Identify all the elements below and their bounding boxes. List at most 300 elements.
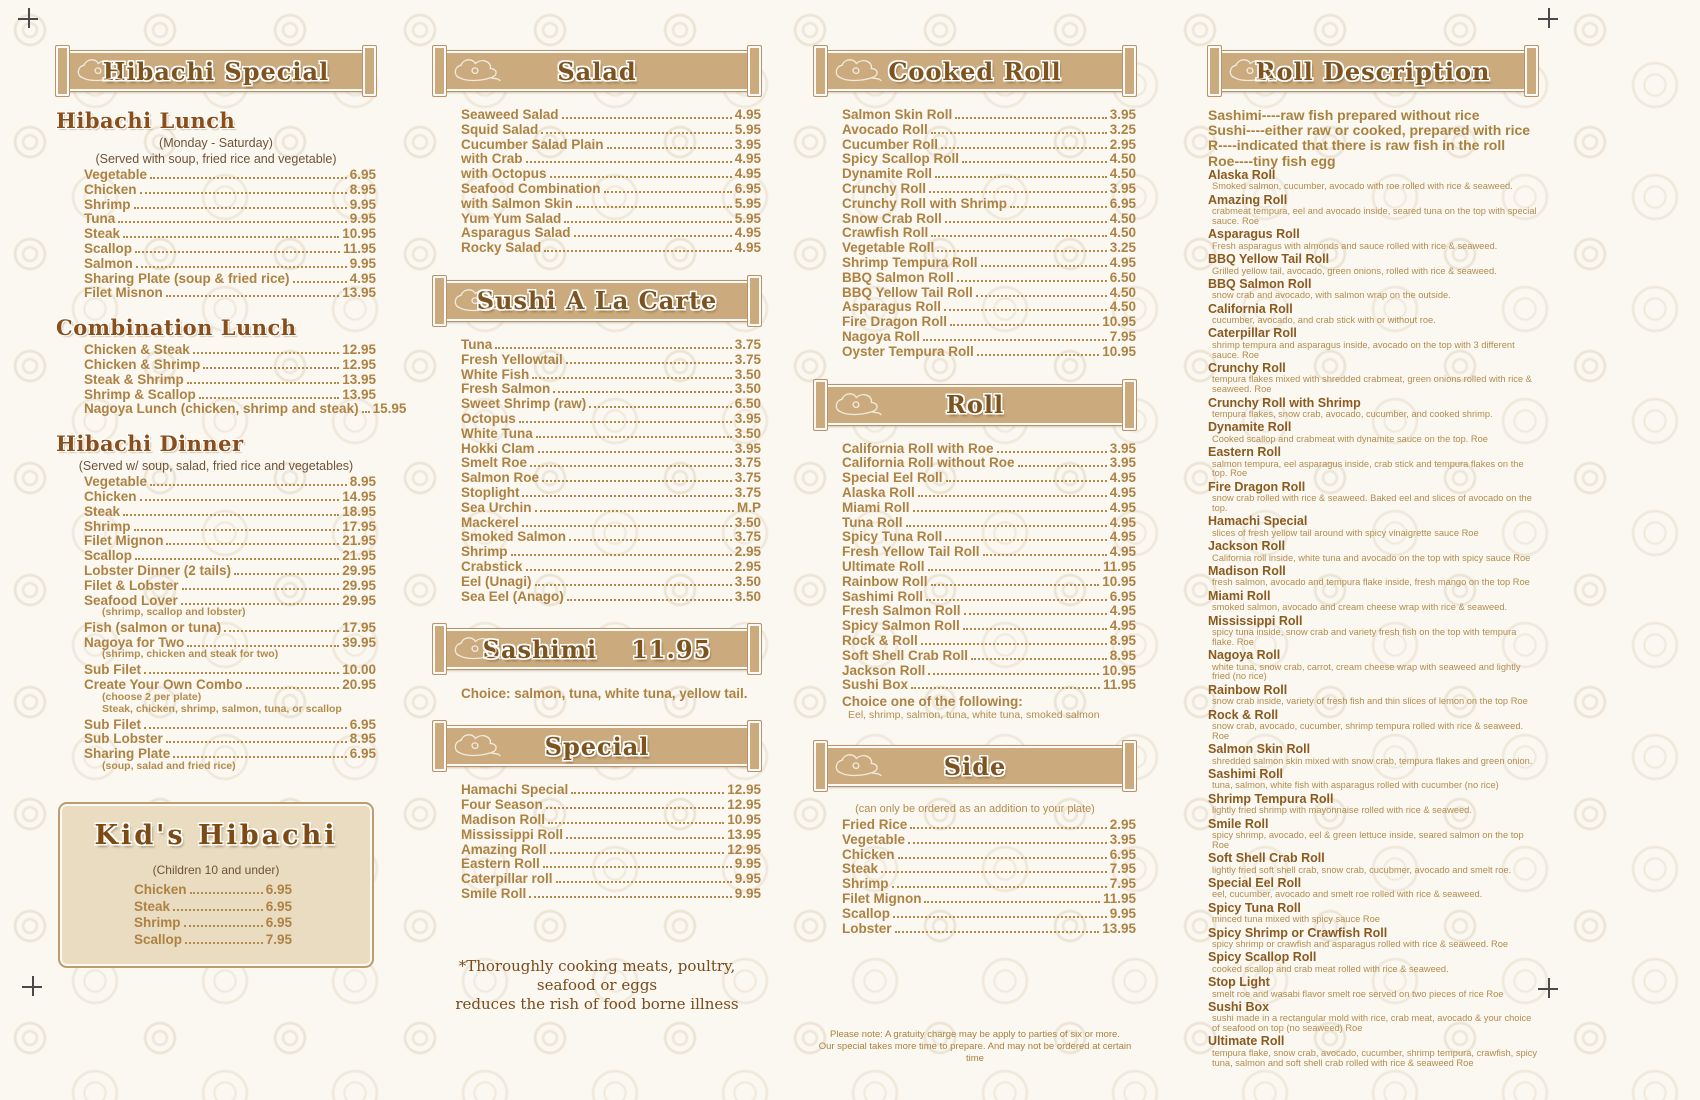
item-name: Nagoya Lunch (chicken, shrimp and steak) xyxy=(84,401,359,417)
item-name: Octopus xyxy=(461,410,516,426)
item-name: Amazing Roll xyxy=(461,841,547,857)
roll-description-entry xyxy=(1208,362,1538,395)
menu-item-row xyxy=(814,634,1136,649)
item-name: Fish (salmon or tuna) xyxy=(84,619,222,635)
menu-column-salad-sushi xyxy=(433,50,761,1014)
item-price: 18.95 xyxy=(342,503,376,519)
menu-item-row xyxy=(814,286,1136,301)
item-price: 4.95 xyxy=(734,151,761,167)
item-price: 3.25 xyxy=(1109,240,1136,256)
dotted-leader xyxy=(881,871,1107,873)
roll-name: Sashimi Roll xyxy=(1208,766,1284,781)
item-price: 3.50 xyxy=(734,573,761,589)
item-name: Eastern Roll xyxy=(461,856,540,872)
glossary-line: R----indicated that there is raw fish in the roll xyxy=(1208,137,1506,154)
dotted-leader xyxy=(931,235,1106,237)
roll-description-entry xyxy=(1208,278,1538,301)
item-price: 4.95 xyxy=(1109,618,1136,634)
item-name: Rock & Roll xyxy=(842,632,918,648)
item-name: Sub Lobster xyxy=(84,731,163,747)
cloud-swirl-icon xyxy=(833,55,883,92)
menu-item-row xyxy=(433,338,761,353)
menu-item-row xyxy=(814,545,1136,560)
item-name: Steak xyxy=(84,503,121,519)
dotted-leader xyxy=(144,727,347,729)
item-name: Scallop xyxy=(84,548,133,564)
item-price: 13.95 xyxy=(342,285,376,301)
dotted-leader xyxy=(495,347,731,349)
menu-item-row xyxy=(56,579,376,594)
menu-item-row xyxy=(814,818,1136,833)
item-name: Nagoya for Two xyxy=(84,634,185,650)
crop-mark xyxy=(1538,8,1558,28)
dotted-leader xyxy=(931,132,1107,134)
item-price: 8.95 xyxy=(1109,647,1136,663)
section-banner xyxy=(439,50,755,92)
roll-name: Jackson Roll xyxy=(1208,539,1286,554)
item-name: Salmon Roe xyxy=(461,470,540,486)
item-name: Chicken xyxy=(134,882,187,898)
dotted-leader xyxy=(1010,206,1107,208)
item-name: Salmon xyxy=(84,255,133,271)
item-price: 4.95 xyxy=(1109,603,1136,619)
menu-item-row xyxy=(433,798,761,813)
roll-description-text: smoked salmon, avocado and cream cheese wrap with rice & seaweed. xyxy=(1212,602,1508,613)
item-price: 4.50 xyxy=(1109,225,1136,241)
roll-name: Asparagus Roll xyxy=(1208,227,1300,242)
roll-description-entry xyxy=(1208,709,1538,742)
item-name: Sashimi Roll xyxy=(842,588,924,604)
item-price: 10.95 xyxy=(1102,662,1136,678)
dotted-leader xyxy=(144,672,339,674)
dotted-leader xyxy=(140,499,340,501)
item-name: Eel (Unagi) xyxy=(461,573,532,589)
menu-item-row xyxy=(56,718,376,733)
item-price: 11.95 xyxy=(1102,891,1136,907)
menu-item-row xyxy=(56,373,376,388)
roll-description-entry xyxy=(1208,303,1538,326)
item-name: Sharing Plate xyxy=(84,746,171,762)
dotted-leader xyxy=(895,931,1100,933)
dotted-leader xyxy=(140,192,347,194)
item-subnote: (soup, salad and fried rice) xyxy=(102,759,236,772)
roll-name: Rock & Roll xyxy=(1208,707,1279,722)
dotted-leader xyxy=(135,251,340,253)
roll-description-text: sushi made in a rectangular mold with rice, crab meat, avocado & your choice of seafood on top (no seaweed) Roe xyxy=(1212,1013,1532,1034)
item-name: Fried Rice xyxy=(842,817,908,833)
item-name: Smoked Salmon xyxy=(461,529,567,545)
roll-description-text: white tuna, snow crab, carrot, cream cheese wrap with seaweed and lightly fried (no rice) xyxy=(1212,661,1521,682)
menu-item-row xyxy=(814,315,1136,330)
item-price: 6.95 xyxy=(349,746,376,762)
menu-column-hibachi xyxy=(56,50,407,968)
item-name: California Roll without Roe xyxy=(842,455,1015,471)
item-price: 3.50 xyxy=(734,514,761,530)
crop-mark xyxy=(1538,978,1558,998)
section-small-note: (can only be ordered as an addition to your plate) xyxy=(855,803,1095,816)
cloud-swirl-icon xyxy=(452,285,502,322)
menu-item-row xyxy=(56,212,376,227)
item-price: 29.95 xyxy=(342,592,376,608)
item-price: 3.95 xyxy=(734,410,761,426)
section-note: (Monday - Saturday) xyxy=(159,136,273,150)
dotted-leader xyxy=(166,295,339,297)
item-name: Spicy Scallop Roll xyxy=(842,151,960,167)
menu-item-row xyxy=(56,198,376,213)
item-name: Shrimp & Scallop xyxy=(84,386,196,402)
section-banner xyxy=(820,50,1130,92)
dotted-leader xyxy=(529,896,731,898)
menu-item-row xyxy=(814,108,1136,123)
menu-item-row xyxy=(814,152,1136,167)
section-title: Sashimi xyxy=(482,634,598,664)
section-note: (Served w/ soup, salad, fried rice and vegetables) xyxy=(78,459,354,474)
item-price: 3.95 xyxy=(734,440,761,456)
roll-name: Fire Dragon Roll xyxy=(1208,479,1306,494)
menu-item-row xyxy=(433,530,761,545)
roll-description-text: shrimp tempura and asparagus inside, avocado on the top with 3 different sauce. Roe xyxy=(1212,339,1515,360)
item-name: with Octopus xyxy=(461,166,547,182)
item-name: Asparagus Salad xyxy=(461,225,571,241)
dotted-leader xyxy=(556,881,732,883)
item-name: Jackson Roll xyxy=(842,662,926,678)
section-label: Choice: salmon, tuna, white tuna, yellow tail. xyxy=(461,686,748,702)
item-name: Shrimp xyxy=(84,518,131,534)
section-banner xyxy=(439,280,755,322)
dotted-leader xyxy=(173,756,346,758)
item-price: 6.95 xyxy=(734,180,761,196)
cloud-swirl-icon xyxy=(1227,55,1277,92)
roll-description-entry xyxy=(1208,397,1538,420)
menu-item-row xyxy=(56,183,376,198)
roll-name: California Roll xyxy=(1208,301,1293,316)
item-name: Spicy Salmon Roll xyxy=(842,618,960,634)
item-price: M.P xyxy=(736,499,761,515)
dotted-leader xyxy=(981,265,1107,267)
item-price: 6.50 xyxy=(734,396,761,412)
item-price: 7.95 xyxy=(1109,861,1136,877)
dotted-leader xyxy=(928,569,1100,571)
item-price: 11.95 xyxy=(1102,677,1136,693)
item-price: 4.95 xyxy=(734,240,761,256)
item-price: 10.95 xyxy=(1102,314,1136,330)
item-name: Crawfish Roll xyxy=(842,225,929,241)
menu-item-row xyxy=(814,226,1136,241)
dotted-leader xyxy=(190,892,263,894)
menu-item-row xyxy=(56,257,376,272)
menu-item-row xyxy=(814,848,1136,863)
item-name: Seafood Lover xyxy=(84,592,178,608)
item-name: Crunchy Roll with Shrimp xyxy=(842,195,1008,211)
dotted-leader xyxy=(118,221,346,223)
menu-item-row xyxy=(56,242,376,257)
item-name: Steak & Shrimp xyxy=(84,371,184,387)
kids-box-title: Kid's Hibachi xyxy=(94,820,338,852)
roll-description-text: snow crab, avocado, cucumber, shrimp tempura rolled with rice & seaweed. Roe xyxy=(1212,721,1524,741)
menu-item-row xyxy=(433,212,761,227)
roll-description-text: lightly fried shrimp with mayonnaise rolled with rice & seaweed. xyxy=(1212,805,1472,816)
dotted-leader xyxy=(918,495,1107,497)
dotted-leader xyxy=(136,266,347,268)
item-price: 3.95 xyxy=(1109,440,1136,456)
dotted-leader xyxy=(574,235,732,237)
dotted-leader xyxy=(929,191,1107,193)
roll-description-entry xyxy=(1208,976,1538,999)
item-price: 3.50 xyxy=(734,588,761,604)
menu-item-row xyxy=(814,590,1136,605)
item-name: Fresh Salmon xyxy=(461,381,551,397)
section-banner xyxy=(439,628,755,670)
item-name: Shrimp xyxy=(842,876,889,892)
dotted-leader xyxy=(150,177,347,179)
dotted-leader xyxy=(246,687,340,689)
dotted-leader xyxy=(542,480,732,482)
item-name: Smile Roll xyxy=(461,885,527,901)
item-name: Shrimp Tempura Roll xyxy=(842,254,978,270)
roll-name: Sushi Box xyxy=(1208,999,1270,1014)
dotted-leader xyxy=(893,916,1107,918)
menu-item-row xyxy=(433,843,761,858)
item-price: 6.95 xyxy=(1109,588,1136,604)
menu-item-row xyxy=(56,534,376,549)
roll-description-entry xyxy=(1208,852,1538,875)
item-name: Soft Shell Crab Roll xyxy=(842,647,969,663)
dotted-leader xyxy=(1018,465,1107,467)
item-price: 39.95 xyxy=(342,634,376,650)
item-price: 9.95 xyxy=(734,856,761,872)
menu-item-row xyxy=(814,212,1136,227)
item-subnote: Steak, chicken, shrimp, salmon, tuna, or scallop xyxy=(102,703,342,716)
glossary-line: Sashimi----raw fish prepared without rice xyxy=(1208,107,1480,123)
item-name: Filet Misnon xyxy=(84,285,163,301)
item-name: Vegetable xyxy=(84,167,148,182)
menu-item-row xyxy=(56,663,376,678)
menu-item-row xyxy=(814,907,1136,922)
item-name: Oyster Tempura Roll xyxy=(842,343,974,359)
dotted-leader xyxy=(166,741,347,743)
menu-item-row xyxy=(814,471,1136,486)
item-price: 4.50 xyxy=(1109,151,1136,167)
dotted-leader xyxy=(566,837,724,839)
roll-description-entry xyxy=(1208,818,1538,851)
dotted-leader xyxy=(166,543,339,545)
item-name: Ultimate Roll xyxy=(842,558,925,574)
menu-item-row xyxy=(814,649,1136,664)
menu-item-row xyxy=(814,833,1136,848)
item-price: 4.95 xyxy=(1109,499,1136,515)
item-price: 10.00 xyxy=(342,661,376,677)
menu-item-row xyxy=(433,872,761,887)
dotted-leader xyxy=(541,132,731,134)
roll-name: Spicy Shrimp or Crawfish Roll xyxy=(1208,925,1388,940)
dotted-leader xyxy=(548,822,724,824)
dotted-leader xyxy=(564,221,731,223)
item-price: 5.95 xyxy=(734,210,761,226)
dotted-leader xyxy=(532,377,731,379)
dotted-leader xyxy=(187,645,339,647)
dotted-leader xyxy=(571,792,724,794)
item-price: 9.95 xyxy=(734,871,761,887)
item-name: Yum Yum Salad xyxy=(461,210,562,226)
item-name: Seaweed Salad xyxy=(461,107,559,122)
dotted-leader xyxy=(924,901,1099,903)
menu-item-row xyxy=(56,505,376,520)
item-price: 11.95 xyxy=(1102,558,1136,574)
menu-item-row xyxy=(78,882,354,899)
item-name: Cucumber Salad Plain xyxy=(461,136,604,152)
menu-item-row xyxy=(433,545,761,560)
roll-description-text: eel, cucumber, avocado and smelt roe rolled with rice & seaweed. xyxy=(1212,889,1483,900)
roll-name: Spicy Scallop Roll xyxy=(1208,950,1317,965)
cloud-swirl-icon xyxy=(452,633,502,670)
item-name: Stoplight xyxy=(461,484,520,500)
roll-description-entry xyxy=(1208,615,1538,648)
crop-mark xyxy=(22,976,42,996)
roll-name: BBQ Yellow Tail Roll xyxy=(1208,252,1330,266)
dotted-leader xyxy=(184,925,263,927)
item-name: with Salmon Skin xyxy=(461,195,573,211)
item-name: Madison Roll xyxy=(461,811,545,827)
dotted-leader xyxy=(962,161,1107,163)
menu-item-row xyxy=(56,401,407,417)
dotted-leader xyxy=(910,827,1106,829)
dotted-leader xyxy=(569,539,732,541)
item-price: 12.95 xyxy=(727,841,761,857)
roll-description-entry xyxy=(1208,421,1538,444)
item-name: Spicy Tuna Roll xyxy=(842,529,943,545)
section-title: Side xyxy=(943,751,1007,781)
menu-item-row xyxy=(433,516,761,531)
item-price: 12.95 xyxy=(342,342,376,358)
item-name: Salmon Skin Roll xyxy=(842,107,953,122)
dotted-leader xyxy=(928,673,1099,675)
menu-item-row xyxy=(814,271,1136,286)
menu-item-row xyxy=(56,388,376,403)
dotted-leader xyxy=(526,569,732,571)
dotted-leader xyxy=(535,584,732,586)
item-price: 2.95 xyxy=(734,558,761,574)
section-price: 11.95 xyxy=(631,634,712,664)
menu-item-row xyxy=(56,621,376,636)
roll-name: Spicy Tuna Roll xyxy=(1208,900,1301,915)
item-subnote: (choose 2 per plate) xyxy=(102,690,202,703)
menu-item-row xyxy=(814,501,1136,516)
roll-description-text: cucumber, avocado, and crab stick with or without roe. xyxy=(1212,315,1436,326)
dotted-leader xyxy=(519,421,732,423)
section-title: Special xyxy=(544,731,650,761)
item-name: Chicken xyxy=(84,181,137,197)
roll-description-text: cooked scallop and crab meat rolled with rice & seaweed. xyxy=(1212,963,1449,974)
item-price: 9.95 xyxy=(349,255,376,271)
roll-name: Salmon Skin Roll xyxy=(1208,742,1311,757)
menu-item-row xyxy=(433,353,761,368)
roll-name: Hamachi Special xyxy=(1208,514,1308,529)
item-price: 21.95 xyxy=(342,548,376,564)
roll-description-text: tempura flakes, snow crab, avocado, cucumber, and cooked shrimp. xyxy=(1212,409,1493,420)
item-name: Mississippi Roll xyxy=(461,826,564,842)
item-name: Create Your Own Combo xyxy=(84,676,243,692)
dotted-leader xyxy=(898,857,1107,859)
item-name: Sea Urchin xyxy=(461,499,532,515)
menu-item-row xyxy=(433,442,761,457)
dotted-leader xyxy=(193,352,339,354)
item-price: 4.50 xyxy=(1109,299,1136,315)
item-price: 3.75 xyxy=(734,529,761,545)
item-price: 12.95 xyxy=(727,782,761,798)
item-price: 8.95 xyxy=(349,181,376,197)
dotted-leader xyxy=(977,354,1099,356)
item-name: Squid Salad xyxy=(461,121,539,137)
dotted-leader xyxy=(182,588,340,590)
menu-item-row xyxy=(78,915,354,932)
roll-description-text: Cooked scallop and crabmeat with dynamite sauce on the top. Roe xyxy=(1212,433,1488,444)
dotted-leader xyxy=(945,539,1106,541)
dotted-leader xyxy=(607,147,732,149)
dotted-leader xyxy=(931,584,1100,586)
dotted-leader xyxy=(983,554,1107,556)
menu-item-row xyxy=(56,490,376,505)
dotted-leader xyxy=(553,391,731,393)
item-name: White Fish xyxy=(461,366,530,382)
cloud-swirl-icon xyxy=(75,55,125,92)
menu-item-row xyxy=(814,182,1136,197)
item-price: 3.50 xyxy=(734,381,761,397)
dotted-leader xyxy=(950,324,1099,326)
dotted-leader xyxy=(946,480,1107,482)
item-price: 6.50 xyxy=(1109,269,1136,285)
menu-item-row xyxy=(814,516,1136,531)
roll-name: Alaska Roll xyxy=(1208,167,1276,182)
section-label: Choice one of the following: xyxy=(842,694,1023,710)
dotted-leader xyxy=(892,886,1107,888)
menu-item-row xyxy=(433,226,761,241)
roll-name: Soft Shell Crab Roll xyxy=(1208,851,1325,866)
roll-name: Amazing Roll xyxy=(1208,192,1288,207)
roll-description-entry xyxy=(1208,169,1538,192)
item-name: Crabstick xyxy=(461,558,523,574)
menu-item-row xyxy=(814,862,1136,877)
section-title: Roll xyxy=(945,390,1005,420)
item-name: Filet & Lobster xyxy=(84,577,179,593)
item-price: 4.95 xyxy=(349,270,376,286)
item-price: 3.25 xyxy=(1109,121,1136,137)
dotted-leader xyxy=(550,852,725,854)
dotted-leader xyxy=(134,207,347,209)
menu-item-row xyxy=(433,456,761,471)
cloud-swirl-icon xyxy=(833,389,883,426)
item-name: Tuna xyxy=(84,211,116,227)
menu-item-row xyxy=(433,813,761,828)
crop-mark xyxy=(18,8,38,28)
roll-description-text: slices of fresh yellow tail around with spicy vinaigrette sauce Roe xyxy=(1212,527,1479,538)
roll-description-text: salmon tempura, eel asparagus inside, crab stick and tempura flakes on the top. Roe xyxy=(1212,458,1524,479)
dotted-leader xyxy=(963,628,1107,630)
item-name: BBQ Yellow Tail Roll xyxy=(842,284,973,300)
dotted-leader xyxy=(997,451,1107,453)
dotted-leader xyxy=(566,362,732,364)
dotted-leader xyxy=(203,367,339,369)
roll-description-text: tempura flake, snow crab, avocado, cucumber, shrimp tempura, crawfish, spicy tuna, salmon and soft shell crab rolled with rice & seaweed Roe xyxy=(1212,1047,1538,1068)
item-name: Scallop xyxy=(842,905,891,921)
item-name: Tuna Roll xyxy=(842,514,903,530)
roll-name: Nagoya Roll xyxy=(1208,648,1281,663)
item-price: 17.95 xyxy=(342,518,376,534)
menu-item-row xyxy=(814,456,1136,471)
roll-description-entry xyxy=(1208,768,1538,791)
roll-description-entry xyxy=(1208,515,1538,538)
item-price: 3.95 xyxy=(1109,180,1136,196)
roll-description-text: Smoked salmon, cucumber, avocado with roe rolled with rice & seaweed. xyxy=(1212,181,1513,192)
